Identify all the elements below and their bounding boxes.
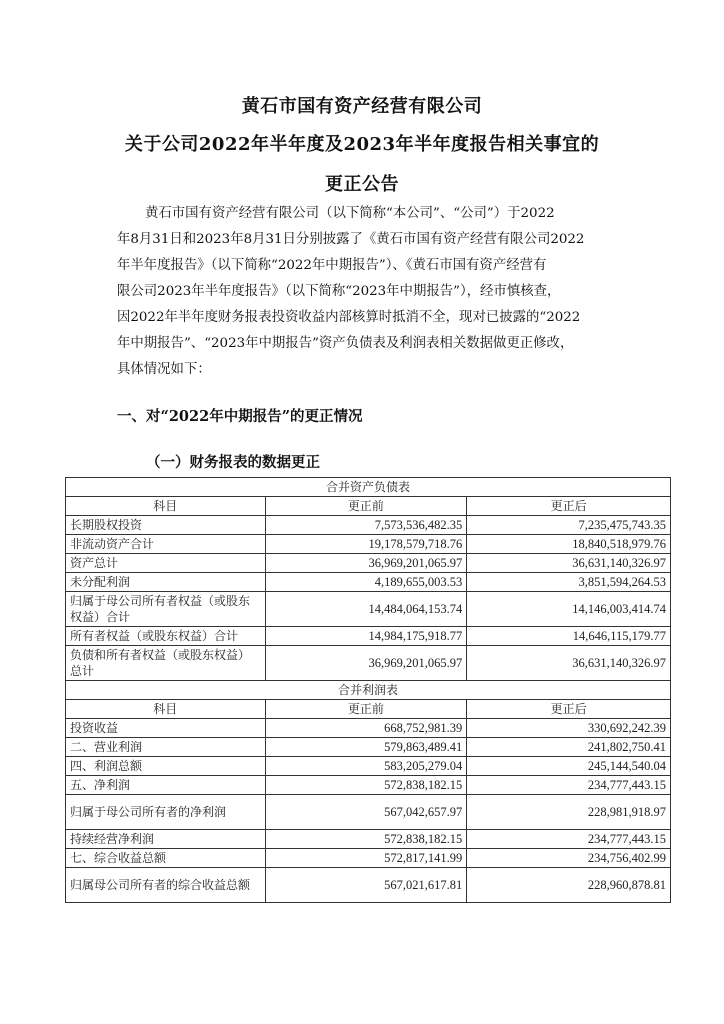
table-row bbox=[66, 719, 671, 738]
body-line-7: 具体情况如下： bbox=[117, 362, 211, 377]
column-header-after: 更正后 bbox=[467, 700, 671, 719]
table-row bbox=[66, 830, 671, 849]
table-row bbox=[66, 795, 671, 830]
table-row bbox=[66, 776, 671, 795]
row-before-value: 567,021,617.81 bbox=[265, 868, 467, 903]
row-after-value: 3,851,594,264.53 bbox=[467, 573, 671, 592]
balance-sheet-title-row bbox=[66, 478, 671, 497]
row-after-value: 330,692,242.39 bbox=[467, 719, 671, 738]
body-line-6: 年中期报告”、“2023年中期报告”资产负债表及利润表相关数据做更正修改， bbox=[117, 336, 574, 351]
income-statement-title-row bbox=[66, 681, 671, 700]
table-row bbox=[66, 573, 671, 592]
row-before-value: 4,189,655,003.53 bbox=[265, 573, 467, 592]
column-header-before: 更正前 bbox=[265, 497, 467, 516]
row-before-value: 572,817,141.99 bbox=[265, 849, 467, 868]
row-item: 资产总计 bbox=[66, 554, 266, 573]
table-row bbox=[66, 516, 671, 535]
row-before-value: 583,205,279.04 bbox=[265, 757, 467, 776]
row-item: 归属于母公司所有者的净利润 bbox=[66, 795, 266, 830]
income-statement-title: 合并利润表 bbox=[66, 681, 671, 700]
row-after-value: 36,631,140,326.97 bbox=[467, 646, 671, 681]
column-header-item: 科目 bbox=[66, 497, 266, 516]
body-line-1: 黄石市国有资产经营有限公司（以下简称“本公司”、“公司”）于2022 bbox=[145, 206, 555, 221]
row-item: 四、利润总额 bbox=[66, 757, 266, 776]
row-after-value: 228,960,878.81 bbox=[467, 868, 671, 903]
financial-table bbox=[65, 477, 671, 903]
column-header-item: 科目 bbox=[66, 700, 266, 719]
section-heading-1: 一、对“2022年中期报告”的更正情况 bbox=[117, 408, 363, 425]
row-item: 未分配利润 bbox=[66, 573, 266, 592]
row-before-value: 14,484,064,153.74 bbox=[265, 592, 467, 627]
row-item: 七、综合收益总额 bbox=[66, 849, 266, 868]
body-line-4: 限公司2023年半年度报告》（以下简称“2023年中期报告”），经市慎核查， bbox=[117, 284, 561, 299]
table-row bbox=[66, 535, 671, 554]
table-row bbox=[66, 592, 671, 627]
row-before-value: 36,969,201,065.97 bbox=[265, 646, 467, 681]
row-before-value: 567,042,657.97 bbox=[265, 795, 467, 830]
row-item: 归属母公司所有者的综合收益总额 bbox=[66, 868, 266, 903]
row-item: 非流动资产合计 bbox=[66, 535, 266, 554]
table-row bbox=[66, 757, 671, 776]
notice-title-correction: 更正公告 bbox=[325, 174, 399, 195]
row-item: 二、营业利润 bbox=[66, 738, 266, 757]
row-item: 投资收益 bbox=[66, 719, 266, 738]
row-item: 所有者权益（或股东权益）合计 bbox=[66, 627, 266, 646]
row-before-value: 572,838,182.15 bbox=[265, 776, 467, 795]
column-header-before: 更正前 bbox=[265, 700, 467, 719]
table-row bbox=[66, 554, 671, 573]
balance-sheet-title: 合并资产负债表 bbox=[66, 478, 671, 497]
row-before-value: 579,863,489.41 bbox=[265, 738, 467, 757]
row-before-value: 668,752,981.39 bbox=[265, 719, 467, 738]
row-before-value: 572,838,182.15 bbox=[265, 830, 467, 849]
row-item: 归属于母公司所有者权益（或股东权益）合计 bbox=[66, 592, 266, 627]
row-after-value: 234,777,443.15 bbox=[467, 776, 671, 795]
row-before-value: 36,969,201,065.97 bbox=[265, 554, 467, 573]
row-item: 长期股权投资 bbox=[66, 516, 266, 535]
row-before-value: 7,573,536,482.35 bbox=[265, 516, 467, 535]
row-item: 持续经营净利润 bbox=[66, 830, 266, 849]
row-before-value: 14,984,175,918.77 bbox=[265, 627, 467, 646]
row-after-value: 14,146,003,414.74 bbox=[467, 592, 671, 627]
row-after-value: 234,777,443.15 bbox=[467, 830, 671, 849]
body-line-2: 年8月31日和2023年8月31日分别披露了《黄石市国有资产经营有限公司2022 bbox=[117, 232, 585, 247]
row-after-value: 36,631,140,326.97 bbox=[467, 554, 671, 573]
body-line-5: 因2022年半年度财务报表投资收益内部核算时抵消不全，现对已披露的“2022 bbox=[117, 310, 581, 325]
row-before-value: 19,178,579,718.76 bbox=[265, 535, 467, 554]
row-after-value: 228,981,918.97 bbox=[467, 795, 671, 830]
company-title: 黄石市国有资产经营有限公司 bbox=[241, 96, 483, 117]
row-item: 负债和所有者权益（或股东权益）总计 bbox=[66, 646, 266, 681]
row-after-value: 234,756,402.99 bbox=[467, 849, 671, 868]
balance-sheet-header-row bbox=[66, 497, 671, 516]
table-row bbox=[66, 738, 671, 757]
row-after-value: 18,840,518,979.76 bbox=[467, 535, 671, 554]
row-after-value: 14,646,115,179.77 bbox=[467, 627, 671, 646]
table-row bbox=[66, 868, 671, 903]
table-row bbox=[66, 849, 671, 868]
column-header-after: 更正后 bbox=[467, 497, 671, 516]
row-after-value: 241,802,750.41 bbox=[467, 738, 671, 757]
table-row bbox=[66, 627, 671, 646]
row-after-value: 245,144,540.04 bbox=[467, 757, 671, 776]
income-statement-header-row bbox=[66, 700, 671, 719]
row-item: 五、净利润 bbox=[66, 776, 266, 795]
table-row bbox=[66, 646, 671, 681]
row-after-value: 7,235,475,743.35 bbox=[467, 516, 671, 535]
notice-title-line: 关于公司2022年半年度及2023年半年度报告相关事宜的 bbox=[124, 134, 600, 155]
section-heading-2: （一）财务报表的数据更正 bbox=[146, 454, 320, 471]
body-line-3: 年半年度报告》（以下简称“2022年中期报告”）、《黄石市国有资产经营有 bbox=[117, 258, 547, 273]
